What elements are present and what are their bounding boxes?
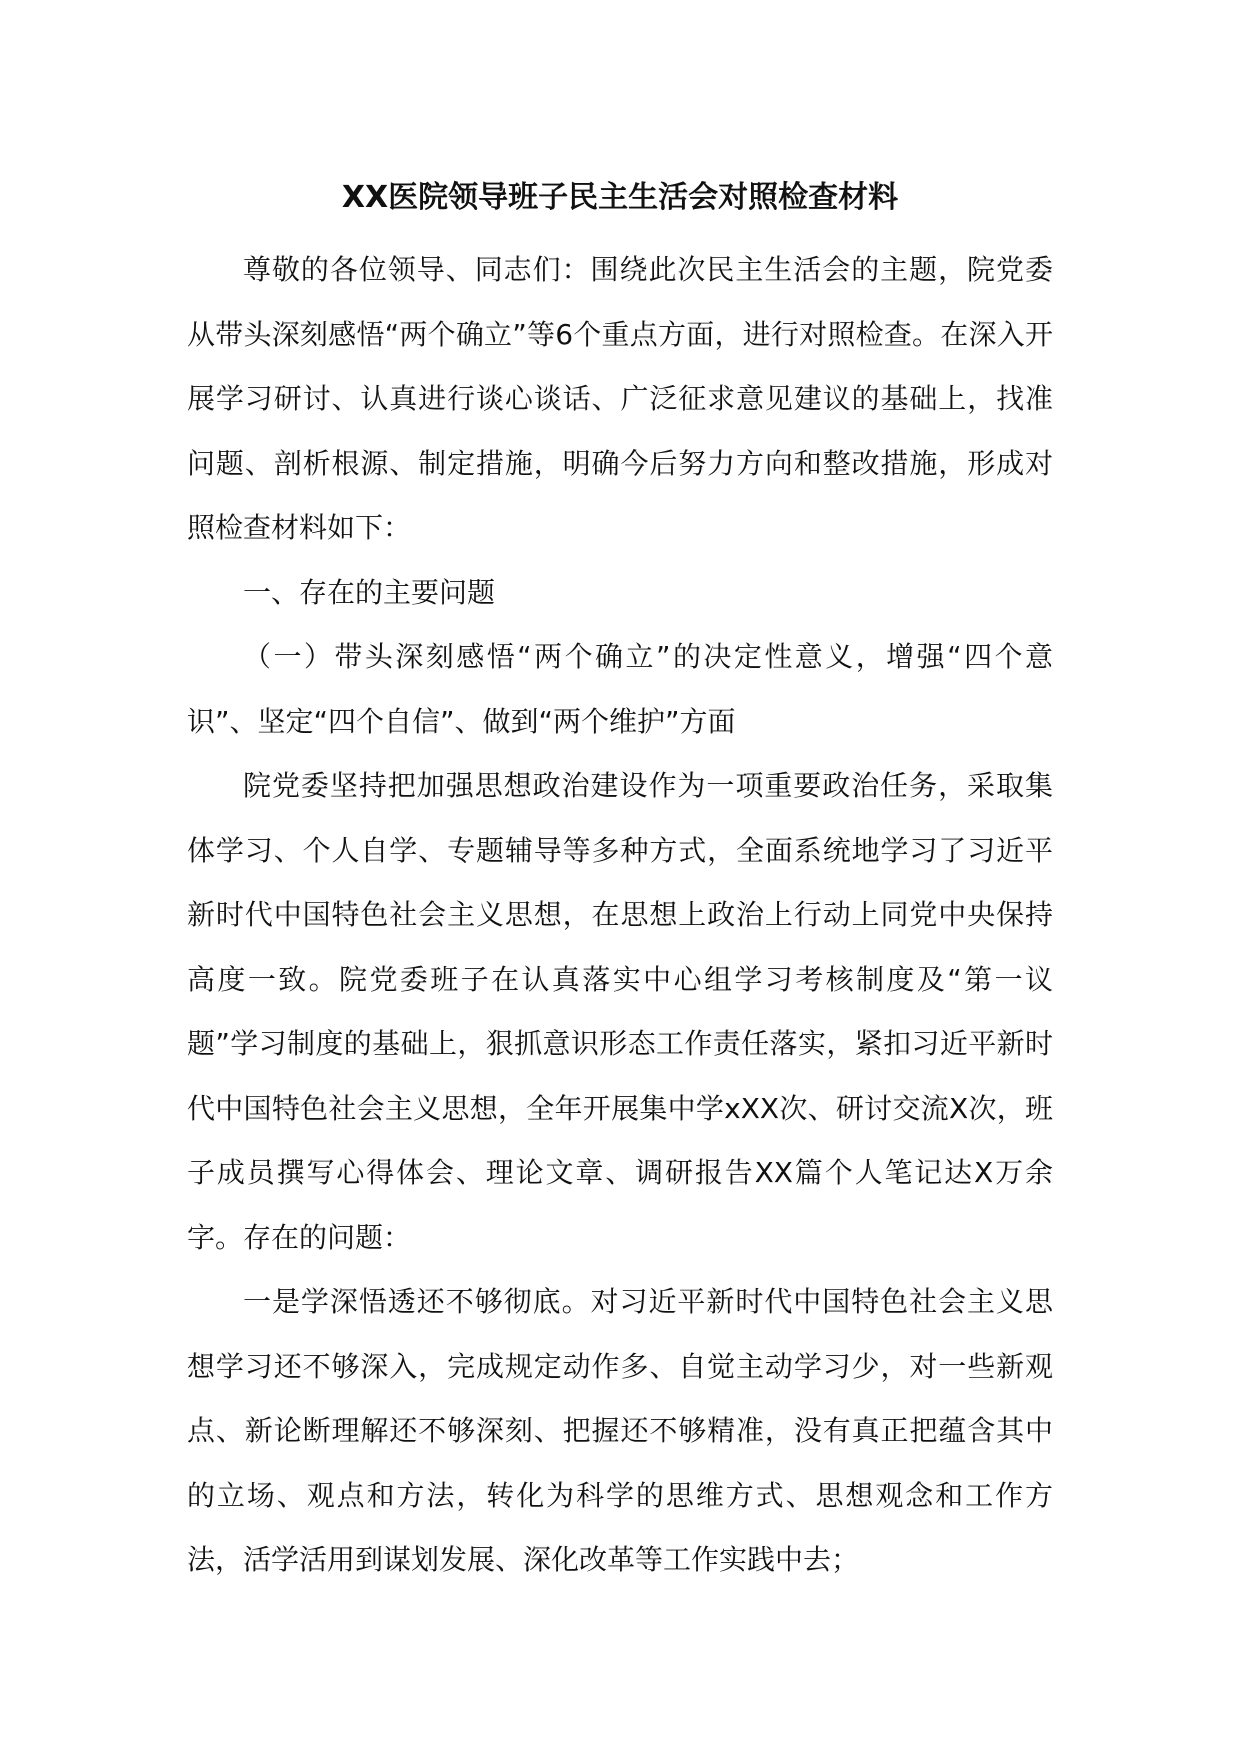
paragraph-body: 院党委坚持把加强思想政治建设作为一项重要政治任务，采取集体学习、个人自学、专题辅导等多种方式，全面系统地学习了习近平新时代中国特色社会主义思想，在思想上政治上行动上同党中央保持高度一致。院党委班子在认真落实中心组学习考核制度及“第一议题”学习制度的基础上，狠抓意识形态工作责任落实，紧扣习近平新时代中国特色社会主义思想，全年开展集中学xXX次、研讨交流X次，班子成员撰写心得体会、理论文章、调研报告XX篇个人笔记达X万余字。存在的问题： bbox=[187, 769, 1053, 1254]
document-title: XX医院领导班子民主生活会对照检查材料 bbox=[341, 180, 899, 215]
document-page bbox=[187, 172, 1053, 1593]
subsection-heading-1: （一）带头深刻感悟“两个确立”的决定性意义，增强“四个意识”、坚定“四个自信”、做到“两个维护”方面 bbox=[187, 640, 1053, 738]
section-heading-main-problems: 一、存在的主要问题 bbox=[243, 575, 496, 609]
paragraph-problem-1: 一是学深悟透还不够彻底。对习近平新时代中国特色社会主义思想学习还不够深入，完成规定动作多、自觉主动学习少，对一些新观点、新论断理解还不够深刻、把握还不够精准，没有真正把蕴含其中的立场、观点和方法，转化为科学的思维方式、思想观念和工作方法，活学活用到谋划发展、深化改革等工作实践中去； bbox=[187, 1285, 1053, 1576]
paragraph-intro: 尊敬的各位领导、同志们：围绕此次民主生活会的主题，院党委从带头深刻感悟“两个确立”等6个重点方面，进行对照检查。在深入开展学习研讨、认真进行谈心谈话、广泛征求意见建议的基础上，找准问题、剖析根源、制定措施，明确今后努力方向和整改措施，形成对照检查材料如下： bbox=[187, 253, 1053, 544]
